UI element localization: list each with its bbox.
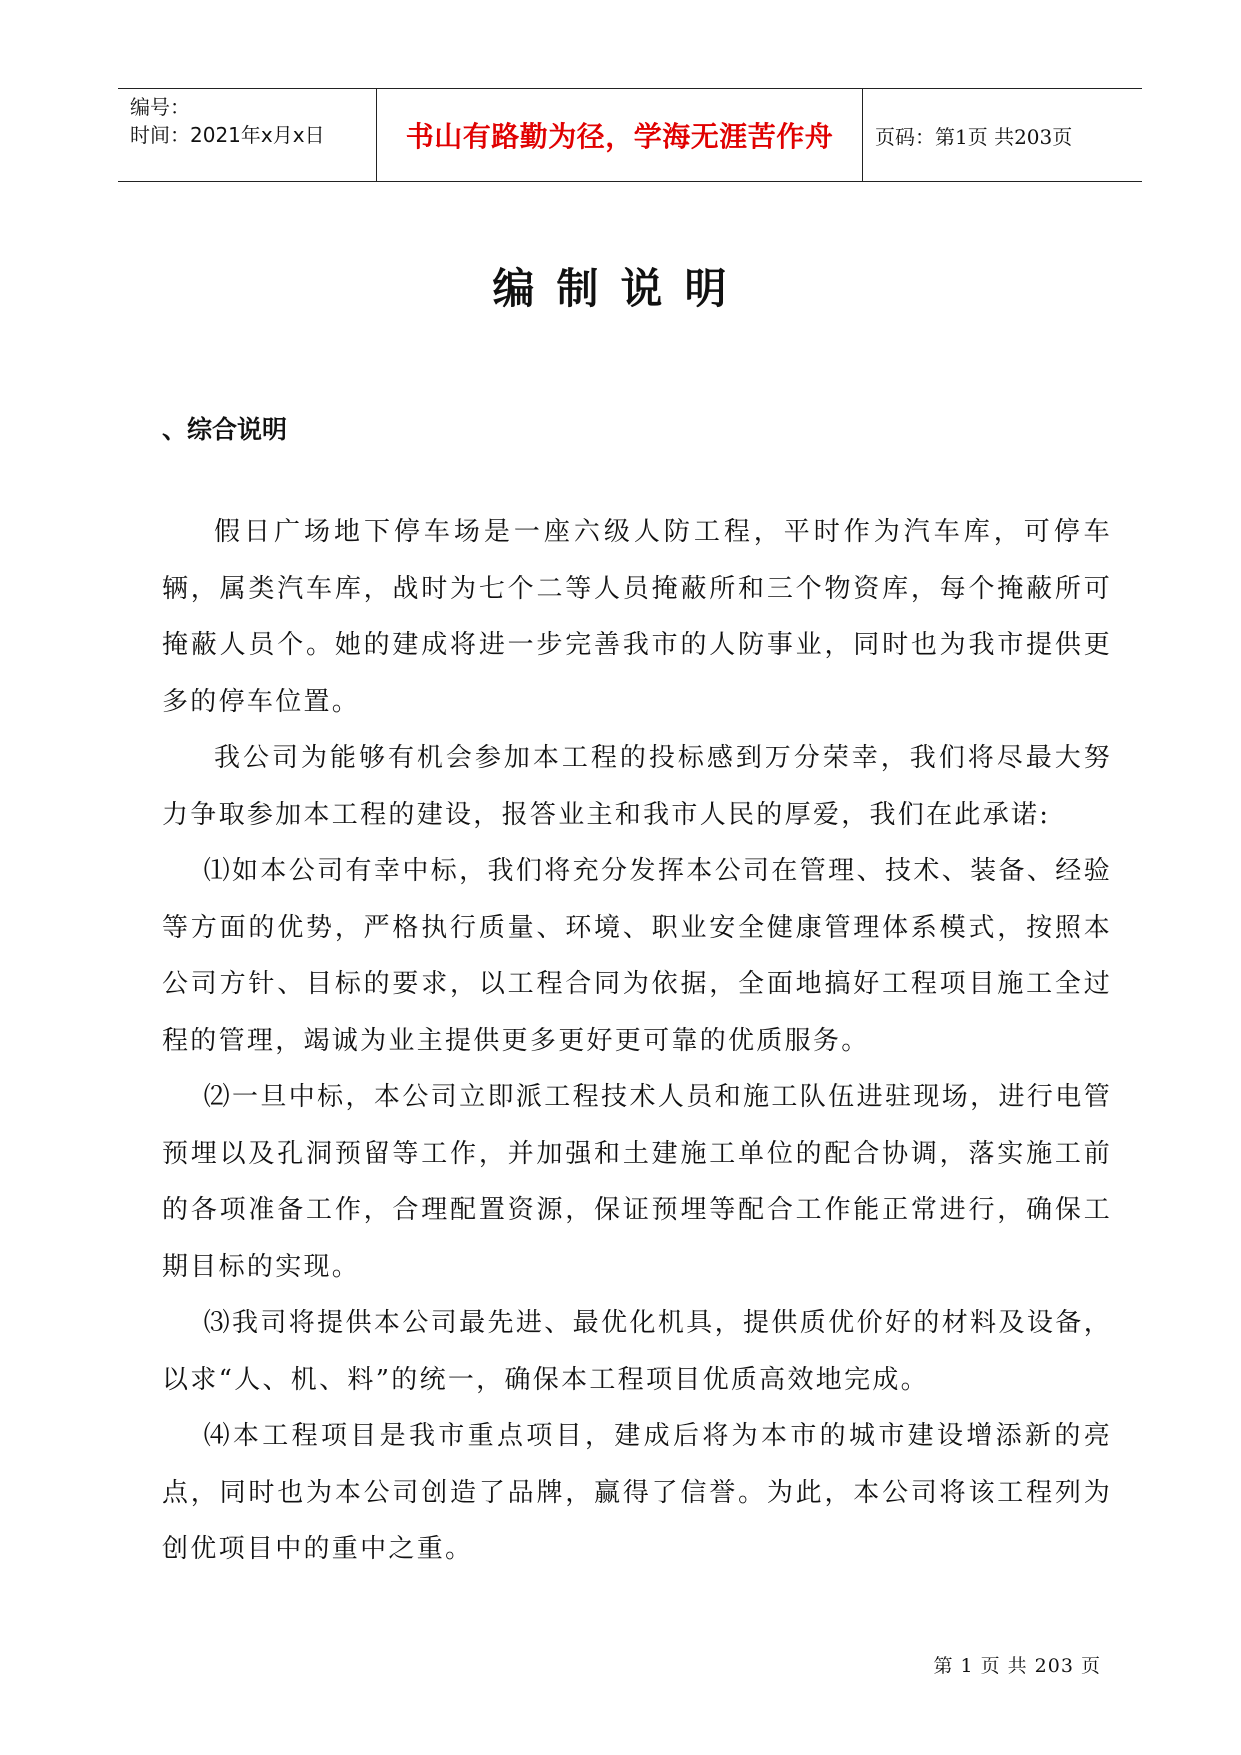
paragraph-intro: 假日广场地下停车场是一座六级人防工程，平时作为汽车库，可停车辆，属类汽车库，战时为七个二等人员掩蔽所和三个物资库，每个掩蔽所可掩蔽人员个。她的建成将进一步完善我市的人防事业，同时也为我市提供更多的停车位置。	[162, 517, 1112, 717]
page-footer: 第 1 页 共 203 页	[933, 1655, 1101, 1677]
paragraph-item-1: ⑴如本公司有幸中标，我们将充分发挥本公司在管理、技术、装备、经验等方面的优势，严格执行质量、环境、职业安全健康管理体系模式，按照本公司方针、目标的要求，以工程合同为依据，全面地搞好工程项目施工全过程的管理，竭诚为业主提供更多更好更可靠的优质服务。	[162, 856, 1112, 1056]
paragraph-item-3: ⑶我司将提供本公司最先进、最优化机具，提供质优价好的材料及设备，以求“人、机、料”的统一，确保本工程项目优质高效地完成。	[162, 1308, 1112, 1395]
header-meta	[118, 89, 377, 181]
document-number-label: 编号：	[130, 95, 190, 119]
header-motto: 书山有路勤为径，学海无涯苦作舟	[377, 89, 863, 181]
paragraph-commitment: 我公司为能够有机会参加本工程的投标感到万分荣幸，我们将尽最大努力争取参加本工程的建设，报答业主和我市人民的厚爱，我们在此承诺:	[162, 743, 1112, 830]
document-time-label: 时间：2021年x月x日	[130, 123, 325, 147]
section-heading: 、综合说明	[162, 415, 288, 444]
header-page-info: 页码：第1页 共203页	[875, 124, 1073, 149]
header-table	[118, 88, 1142, 182]
body-text	[162, 504, 1112, 1578]
document-title: 编制说明	[492, 264, 749, 313]
paragraph-item-2: ⑵一旦中标，本公司立即派工程技术人员和施工队伍进驻现场，进行电管预埋以及孔洞预留等工作，并加强和土建施工单位的配合协调，落实施工前的各项准备工作，合理配置资源，保证预埋等配合工作能正常进行，确保工期目标的实现。	[162, 1082, 1112, 1282]
paragraph-item-4: ⑷本工程项目是我市重点项目，建成后将为本市的城市建设增添新的亮点，同时也为本公司创造了品牌，赢得了信誉。为此，本公司将该工程列为创优项目中的重中之重。	[162, 1421, 1112, 1564]
